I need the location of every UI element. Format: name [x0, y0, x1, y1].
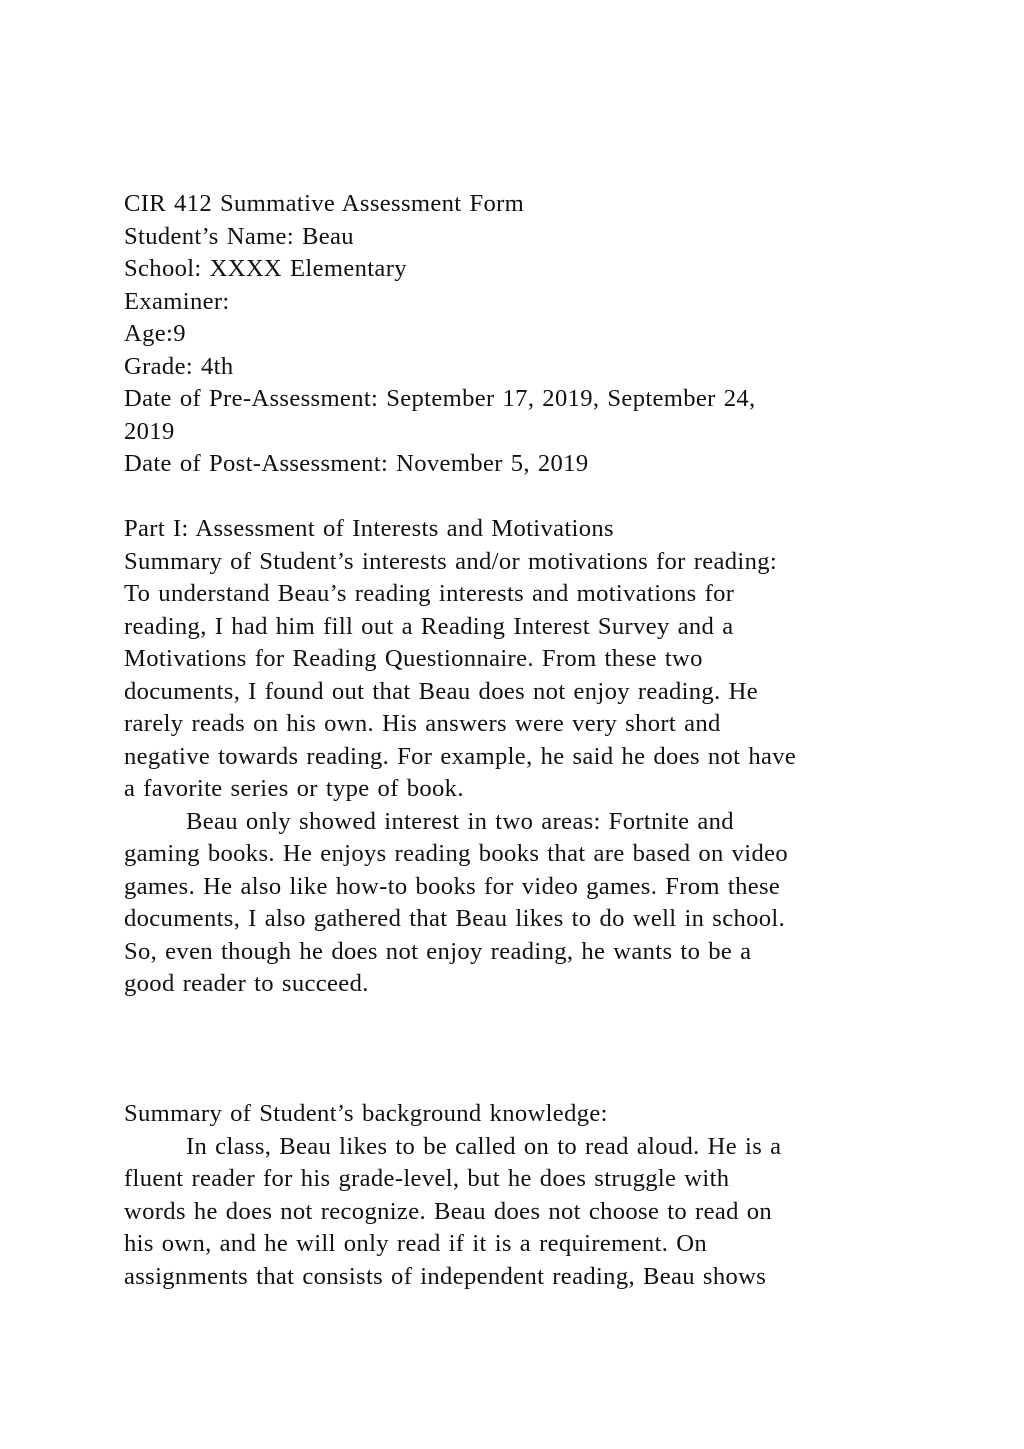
paragraph-line: his own, and he will only read if it is a requirement. On — [124, 1230, 707, 1257]
post-assessment-date: Date of Post-Assessment: November 5, 2019 — [124, 450, 589, 477]
student-name: Student’s Name: Beau — [124, 222, 354, 250]
part1-paragraph-2 — [124, 806, 914, 1001]
pre-assessment-date: Date of Pre-Assessment: September 17, 2019, September 24, — [124, 385, 756, 412]
background-subheading: Summary of Student’s background knowledge: — [124, 1100, 608, 1127]
examiner-label: Examiner: — [124, 287, 230, 315]
background-paragraph — [124, 1131, 914, 1294]
paragraph-line: documents, I found out that Beau does not enjoy reading. He — [124, 677, 758, 705]
part1-paragraph-1 — [124, 578, 914, 806]
paragraph-line: To understand Beau’s reading interests and motivations for — [124, 580, 735, 607]
paragraph-line: Motivations for Reading Questionnaire. From these two — [124, 645, 703, 672]
spacer — [124, 481, 914, 514]
pre-assessment-date-continued: 2019 — [124, 417, 175, 445]
spacer — [124, 1066, 914, 1099]
part1-heading: Part I: Assessment of Interests and Motivations — [124, 515, 614, 542]
paragraph-line: assignments that consists of independent reading, Beau shows — [124, 1262, 767, 1290]
student-age: Age:9 — [124, 320, 186, 347]
paragraph-line: So, even though he does not enjoy reading, he wants to be a — [124, 937, 752, 965]
paragraph-line: rarely reads on his own. His answers were very short and — [124, 710, 721, 737]
document-body — [124, 188, 914, 1293]
spacer — [124, 1033, 914, 1066]
paragraph-line: games. He also like how-to books for video games. From these — [124, 872, 781, 900]
paragraph-line: Beau only showed interest in two areas: Fortnite and — [186, 807, 734, 835]
paragraph-line: gaming books. He enjoys reading books that are based on video — [124, 840, 789, 867]
student-grade: Grade: 4th — [124, 352, 234, 380]
part1-subheading: Summary of Student’s interests and/or motivations for reading: — [124, 547, 778, 575]
paragraph-line: documents, I also gathered that Beau likes to do well in school. — [124, 905, 786, 932]
school-name: School: XXXX Elementary — [124, 255, 407, 282]
paragraph-line: reading, I had him fill out a Reading Interest Survey and a — [124, 612, 734, 640]
paragraph-line: In class, Beau likes to be called on to read aloud. He is a — [186, 1132, 782, 1160]
paragraph-line: good reader to succeed. — [124, 970, 369, 997]
spacer — [124, 1001, 914, 1034]
paragraph-line: words he does not recognize. Beau does not choose to read on — [124, 1197, 773, 1225]
form-title: CIR 412 Summative Assessment Form — [124, 190, 525, 217]
paragraph-line: a favorite series or type of book. — [124, 775, 464, 802]
paragraph-line: negative towards reading. For example, he said he does not have — [124, 742, 797, 770]
paragraph-line: fluent reader for his grade-level, but he does struggle with — [124, 1165, 730, 1192]
